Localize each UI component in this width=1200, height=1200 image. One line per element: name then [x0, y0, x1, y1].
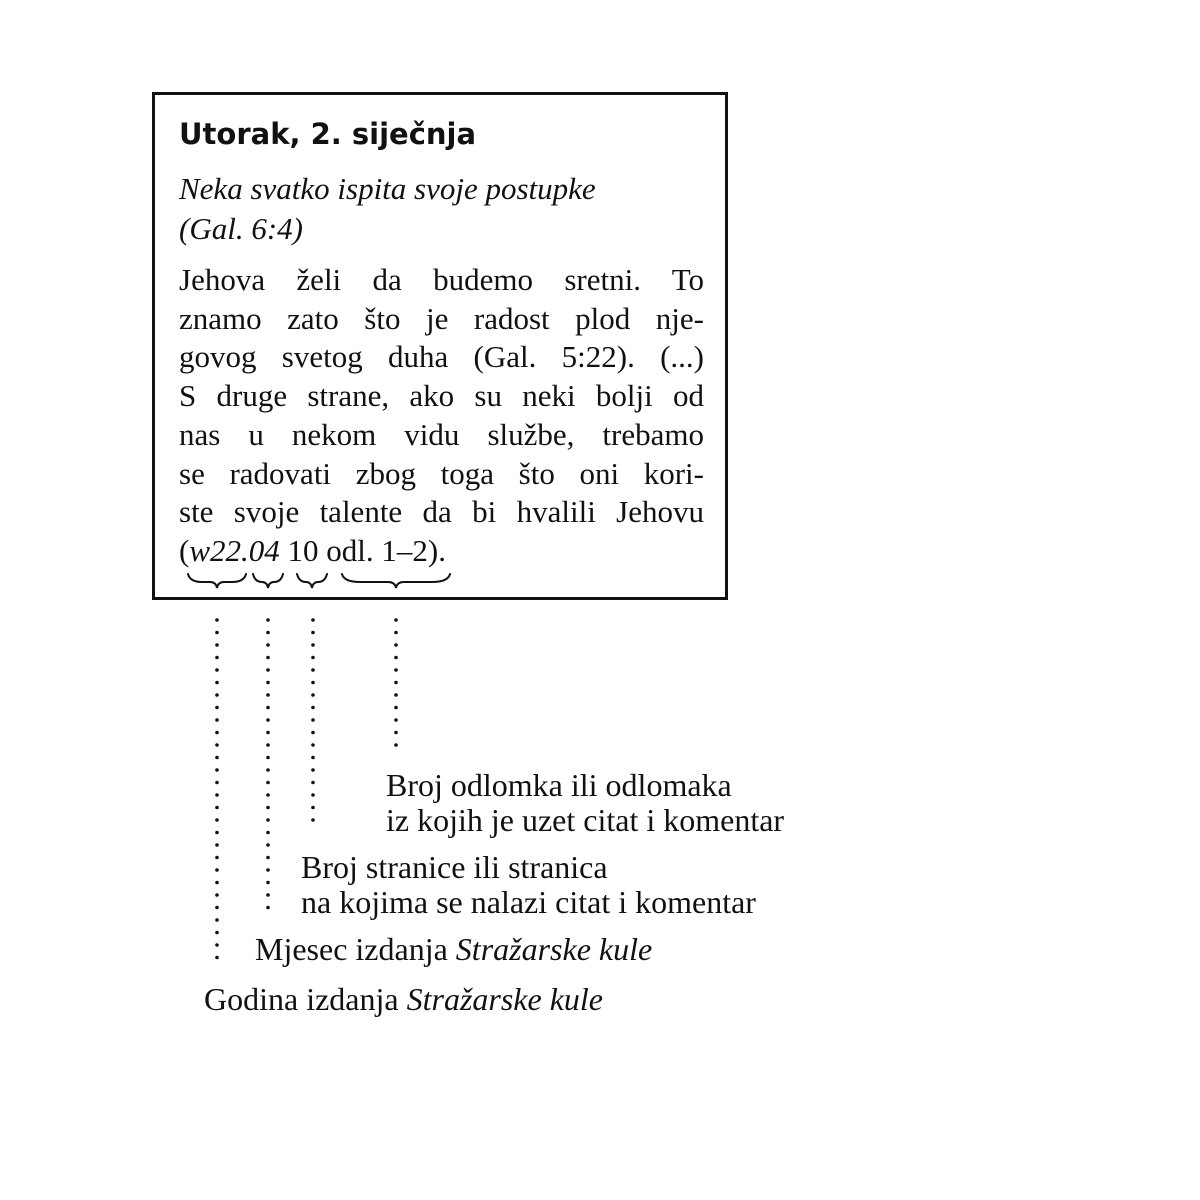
body-line: S druge strane, ako su neki bolji od	[179, 378, 704, 414]
body-line: nas u nekom vidu službe, trebamo	[179, 416, 704, 452]
ref-year: w22	[189, 532, 242, 568]
verse-line: Neka svatko ispita svoje postupke	[179, 171, 596, 206]
label-month	[255, 932, 652, 967]
card-title: Utorak, 2. siječnja	[179, 117, 477, 151]
brace-paragraph	[342, 574, 450, 588]
body-line: znamo zato što je radost plod nje-	[179, 300, 704, 336]
label-paragraph	[386, 768, 784, 838]
label-year-italic: Stražarske kule	[406, 981, 603, 1017]
brace-year	[188, 574, 246, 588]
label-paragraph-line2: iz kojih je uzet citat i komentar	[386, 802, 785, 838]
label-page-line1: Broj stranice ili stranica	[301, 849, 608, 885]
body-line: se radovati zbog toga što oni kori-	[179, 455, 704, 491]
ref-close: ).	[427, 532, 446, 568]
body-line: Jehova želi da budemo sretni. To	[179, 262, 704, 297]
label-page-line2: na kojima se nalazi citat i komentar	[301, 884, 756, 920]
label-year-text: Godina izdanja	[204, 981, 407, 1017]
label-paragraph-line1: Broj odlomka ili odlomaka	[386, 767, 732, 803]
body-line: ste svoje talente da bi hvalili Jehovu	[179, 494, 704, 530]
ref-open: (	[179, 532, 190, 568]
ref-page: 10	[287, 532, 319, 568]
brace-month	[253, 574, 283, 588]
label-year	[204, 982, 603, 1017]
ref-month: .04	[241, 532, 280, 568]
label-month-text: Mjesec izdanja	[255, 931, 456, 967]
label-month-italic: Stražarske kule	[455, 931, 653, 967]
brace-page	[297, 574, 327, 588]
label-page	[301, 850, 756, 920]
body-line: govog svetog duha (Gal. 5:22). (...)	[179, 339, 704, 375]
verse-reference: (Gal. 6:4)	[179, 211, 303, 246]
ref-paragraph: odl. 1–2	[326, 532, 428, 568]
